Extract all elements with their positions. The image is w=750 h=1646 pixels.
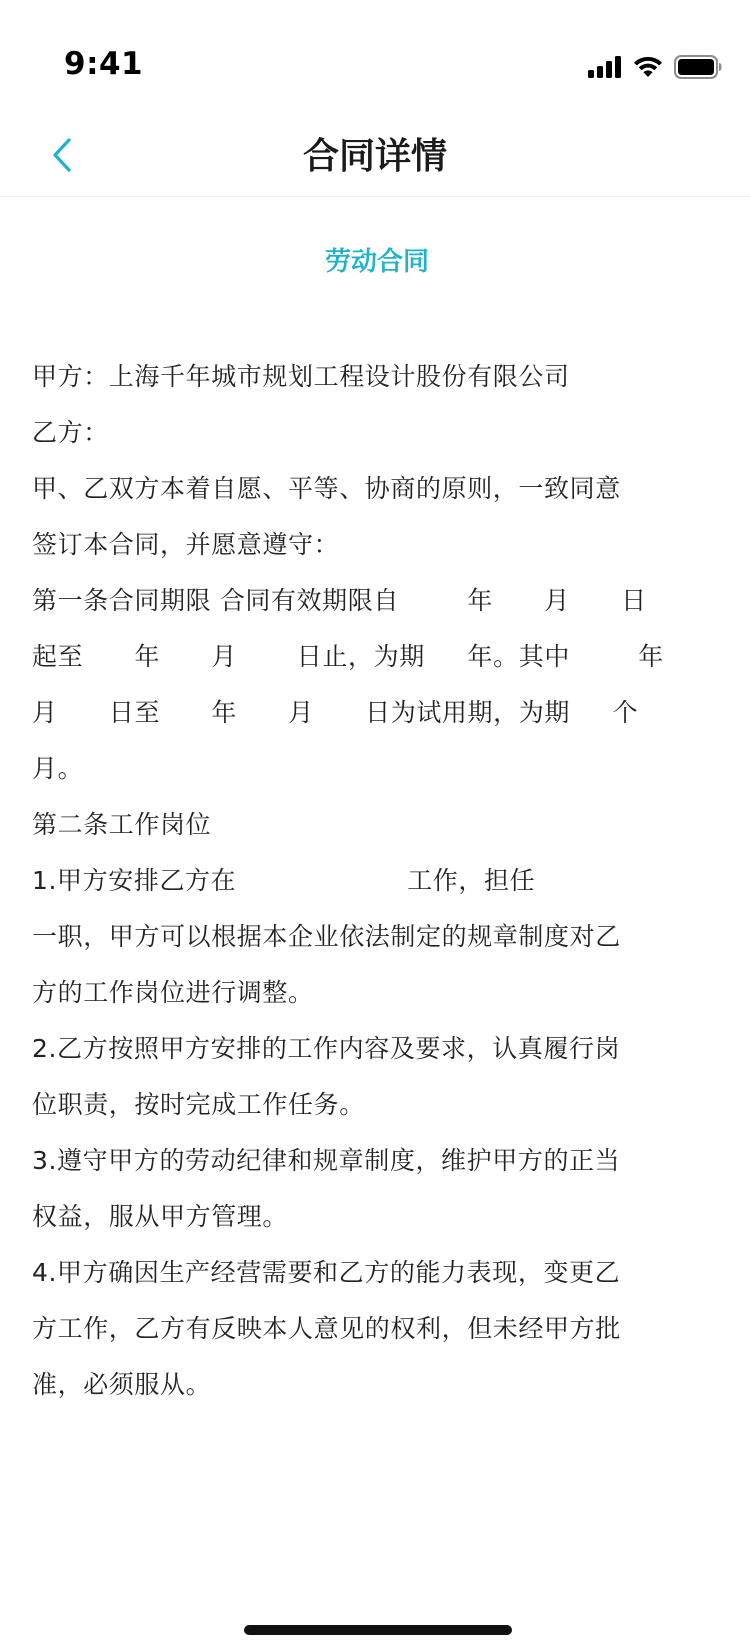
contract-content (32, 218, 722, 1413)
home-indicator[interactable] (244, 1625, 512, 1635)
document-line: 方工作，乙方有反映本人意见的权利，但未经甲方批 (32, 1314, 621, 1343)
document-title: 劳动合同 (324, 247, 429, 277)
status-bar (0, 0, 750, 130)
cellular-signal-icon (588, 56, 622, 82)
document-line: 权益，服从甲方管理。 (32, 1202, 289, 1231)
page-title: 合同详情 (302, 136, 447, 177)
document-line: 第一条合同期限 合同有效期限自 年 月 日 (32, 586, 647, 615)
document-line: 1.甲方安排乙方在 工作，担任 (32, 866, 536, 895)
document-line: 准，必须服从。 (32, 1370, 212, 1399)
document-line: 乙方： (32, 418, 109, 447)
document-line: 甲方：上海千年城市规划工程设计股份有限公司 (32, 362, 570, 391)
document-line: 月。 (32, 754, 84, 783)
document-line: 2.乙方按照甲方安排的工作内容及要求，认真履行岗 (32, 1034, 621, 1063)
status-time: 9:41 (64, 46, 144, 82)
navigation-bar (0, 118, 750, 197)
document-line: 一职，甲方可以根据本企业依法制定的规章制度对乙 (32, 922, 621, 951)
status-icons (588, 55, 722, 83)
document-line: 3.遵守甲方的劳动纪律和规章制度，维护甲方的正当 (32, 1146, 621, 1175)
document-line: 第二条工作岗位 (32, 810, 212, 839)
wifi-icon (632, 55, 664, 83)
document-line: 签订本合同，并愿意遵守： (32, 530, 340, 559)
document-body (32, 349, 722, 1413)
battery-icon (674, 55, 722, 83)
document-line: 4.甲方确因生产经营需要和乙方的能力表现，变更乙 (32, 1258, 621, 1287)
document-line: 方的工作岗位进行调整。 (32, 978, 314, 1007)
document-line: 甲、乙双方本着自愿、平等、协商的原则，一致同意 (32, 474, 621, 503)
document-line: 位职责，按时完成工作任务。 (32, 1090, 365, 1119)
document-line: 起至 年 月 日止，为期 年。其中 年 (32, 642, 664, 671)
document-line: 月 日至 年 月 日为试用期，为期 个 (32, 698, 639, 727)
